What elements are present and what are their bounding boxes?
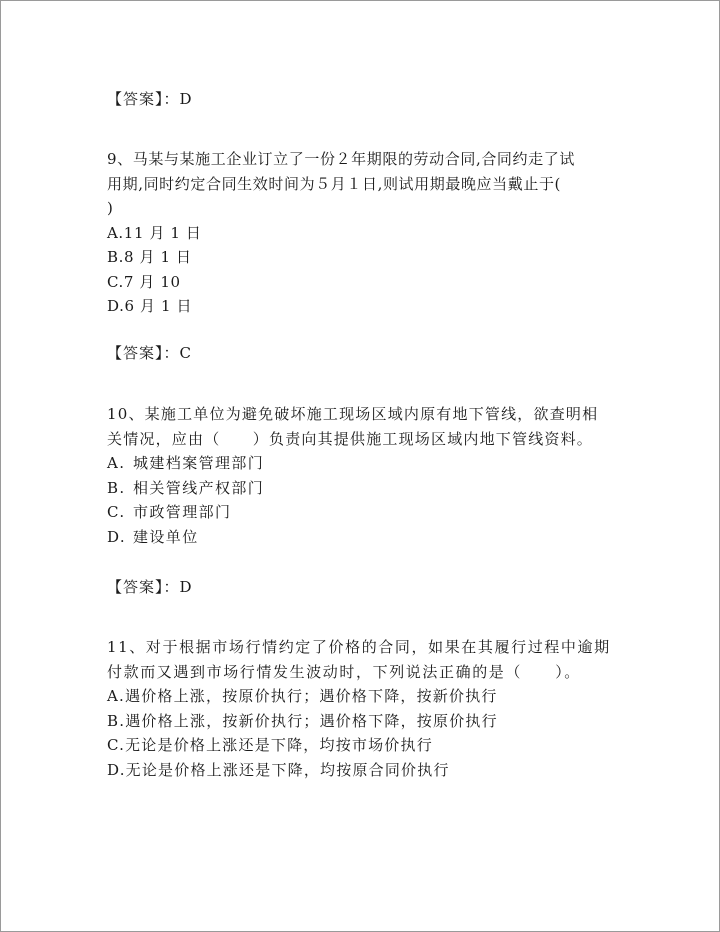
question-9-option-a: A.11 月 1 日 (107, 223, 202, 242)
question-11-option-b: B.遇价格上涨，按新价执行；遇价格下降，按原价执行 (107, 711, 498, 730)
answer-previous: 【答案】：D (107, 90, 193, 108)
question-9-line-1: 9、马某与某施工企业订立了一份２年期限的劳动合同,合同约走了试 (107, 150, 575, 168)
option-label: A. (107, 454, 126, 472)
question-9-line-3: ) (107, 199, 114, 217)
question-9-option-b: B.8 月 1 日 (107, 248, 192, 266)
option-text: 相关管线产权部门 (133, 478, 265, 497)
question-9 (107, 147, 627, 319)
question-11-line-1: 11、对于根据市场行情约定了价格的合同，如果在其履行过程中逾期 (107, 638, 611, 656)
question-10-option-a (107, 451, 627, 476)
question-11 (107, 635, 627, 782)
option-text: 城建档案管理部门 (133, 454, 265, 472)
question-9-option-d: D.6 月 1 日 (107, 297, 193, 315)
option-label: D. (107, 527, 127, 546)
option-text: 市政管理部门 (133, 503, 232, 521)
option-text: 建设单位 (133, 527, 199, 546)
question-11-option-d: D.无论是价格上涨还是下降，均按原合同价执行 (107, 760, 450, 779)
option-label: B. (107, 478, 126, 497)
question-10-line-2: 关情况，应由（ ）负责向其提供施工现场区域内地下管线资料。 (107, 429, 594, 448)
question-9-line-2: 用期,同时约定合同生效时间为５月１日,则试用期最晚应当戴止于( (107, 174, 561, 193)
question-10 (107, 402, 627, 549)
question-9-option-c: C.7 月 10 (107, 272, 181, 291)
question-10-option-b (107, 476, 627, 501)
question-10-line-1: 10、某施工单位为避免破坏施工现场区域内原有地下管线，欲查明相 (107, 405, 599, 423)
answer-10: 【答案】：D (107, 578, 193, 596)
question-11-option-a: A.遇价格上涨，按原价执行；遇价格下降，按新价执行 (107, 687, 498, 705)
question-11-line-2: 付款而又遇到市场行情发生波动时，下列说法正确的是（ ）。 (107, 662, 581, 681)
answer-9: 【答案】：C (107, 344, 192, 362)
question-11-option-c: C.无论是价格上涨还是下降，均按市场价执行 (107, 736, 433, 754)
question-10-option-c (107, 500, 627, 525)
option-label: C. (107, 503, 126, 521)
question-10-option-d (107, 525, 627, 550)
